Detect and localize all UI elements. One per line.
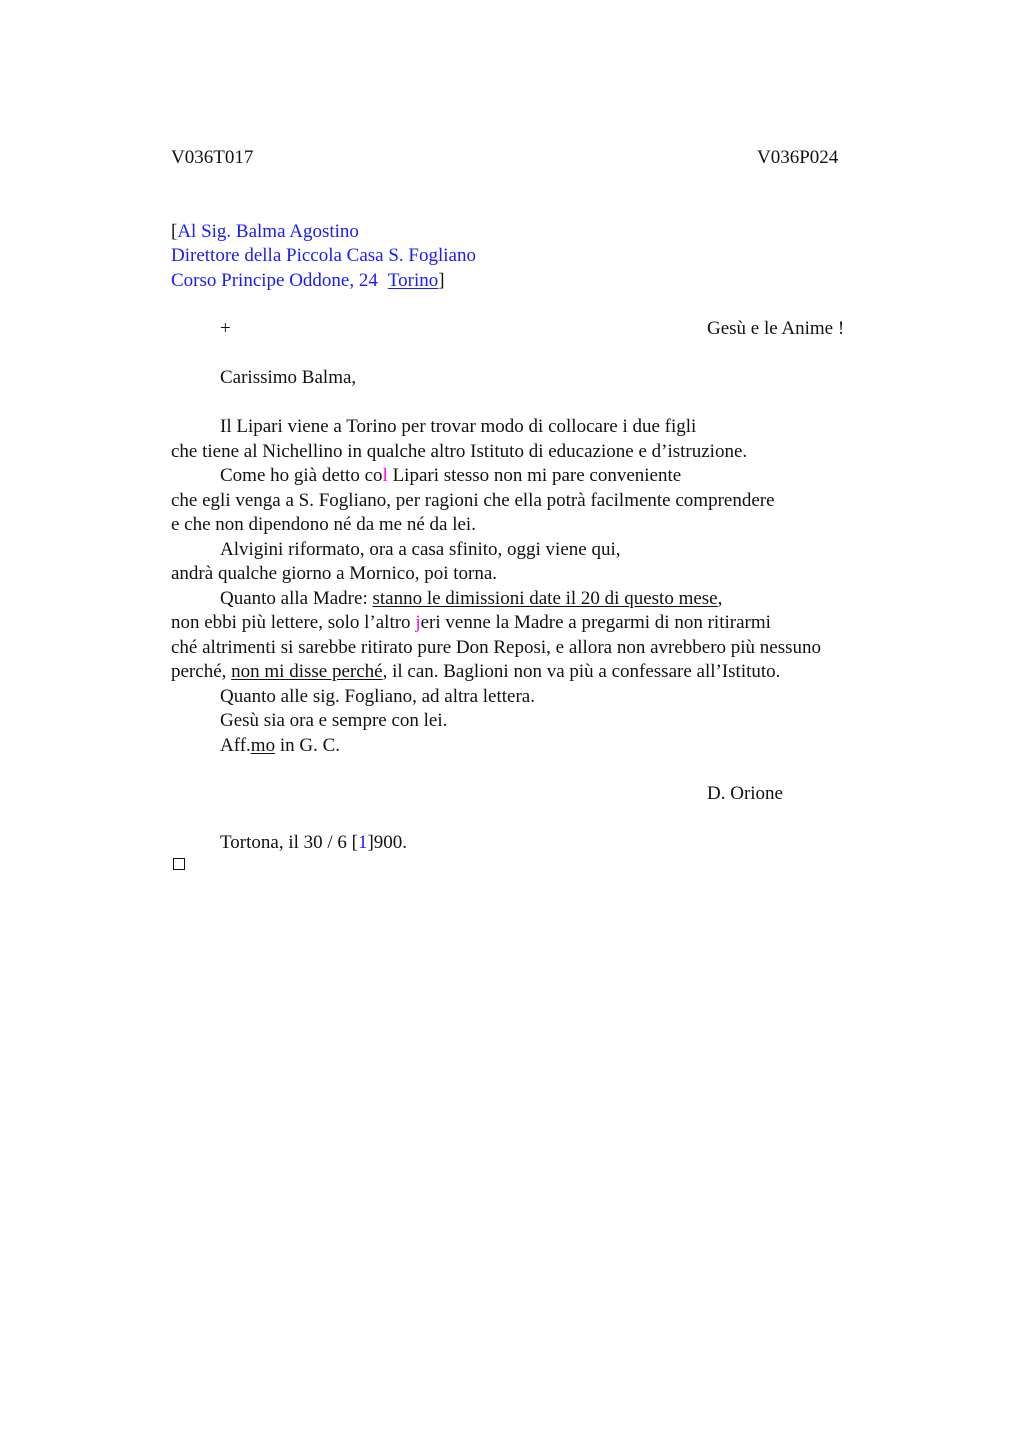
text-run: ]900. [367,832,408,853]
body-line: che tiene al Nichellino in qualche altro Istituto di educazione e d’istruzione. [171,441,748,462]
doc-code-right: V036P024 [757,147,839,168]
body-line: Gesù sia ora e sempre con lei. [220,710,448,731]
address-recipient: Al Sig. Balma Agostino [177,221,359,242]
body-line [171,660,780,684]
address-line-3 [171,269,445,293]
doc-code-left: V036T017 [171,147,254,168]
underlined-text: stanno le dimissioni date il 20 di questo mese [372,588,718,609]
text-run: Quanto alla Madre: [220,588,373,609]
address-line-1 [171,220,359,244]
body-line: Il Lipari viene a Torino per trovar modo di collocare i due figli [220,416,697,437]
address-street: Corso Principe Oddone, 24 [171,270,378,291]
text-run: eri venne la Madre a pregarmi di non ritirarmi [420,612,771,633]
underlined-text: non mi disse perché [231,661,383,682]
body-line [220,464,681,488]
text-run: Tortona, il 30 / 6 [ [220,832,358,853]
body-line: Quanto alle sig. Fogliano, ad altra lettera. [220,686,535,707]
text-run: perché, [171,661,232,682]
signature: D. Orione [707,783,783,804]
body-line: ché altrimenti si sarebbe ritirato pure Don Reposi, e allora non avrebbero più nessuno [171,637,822,658]
checkbox-square-icon [173,858,185,870]
address-city: Torino [387,270,439,291]
editorial-mark: j [415,612,421,633]
body-line: e che non dipendono né da me né da lei. [171,514,476,535]
text-run: , il can. Baglioni non va più a confessare all’Istituto. [382,661,781,682]
text-run: non ebbi più lettere, solo l’altro [171,612,416,633]
salutation: Carissimo Balma, [220,367,357,388]
body-line: andrà qualche giorno a Mornico, poi torna. [171,563,498,584]
editorial-mark: l [382,465,388,486]
text-run: , [717,588,723,609]
body-line [171,611,771,635]
cross-mark: + [220,318,231,339]
text-run: Come ho già detto co [220,465,383,486]
dateline [220,831,407,855]
address-open-bracket: [ [171,221,178,242]
address-line-2: Direttore della Piccola Casa S. Fogliano [171,245,476,266]
text-run: Lipari stesso non mi pare conveniente [387,465,682,486]
editorial-mark: 1 [357,832,368,853]
body-line [220,587,722,611]
text-run: Aff. [220,735,251,756]
body-line: che egli venga a S. Fogliano, per ragioni che ella potrà facilmente comprendere [171,490,775,511]
address-close-bracket: ] [438,270,445,291]
text-run: in G. C. [275,735,341,756]
underlined-text: mo [250,735,276,756]
closing-line [220,734,340,758]
body-line: Alvigini riformato, ora a casa sfinito, oggi viene qui, [220,539,621,560]
motto: Gesù e le Anime ! [707,318,845,339]
